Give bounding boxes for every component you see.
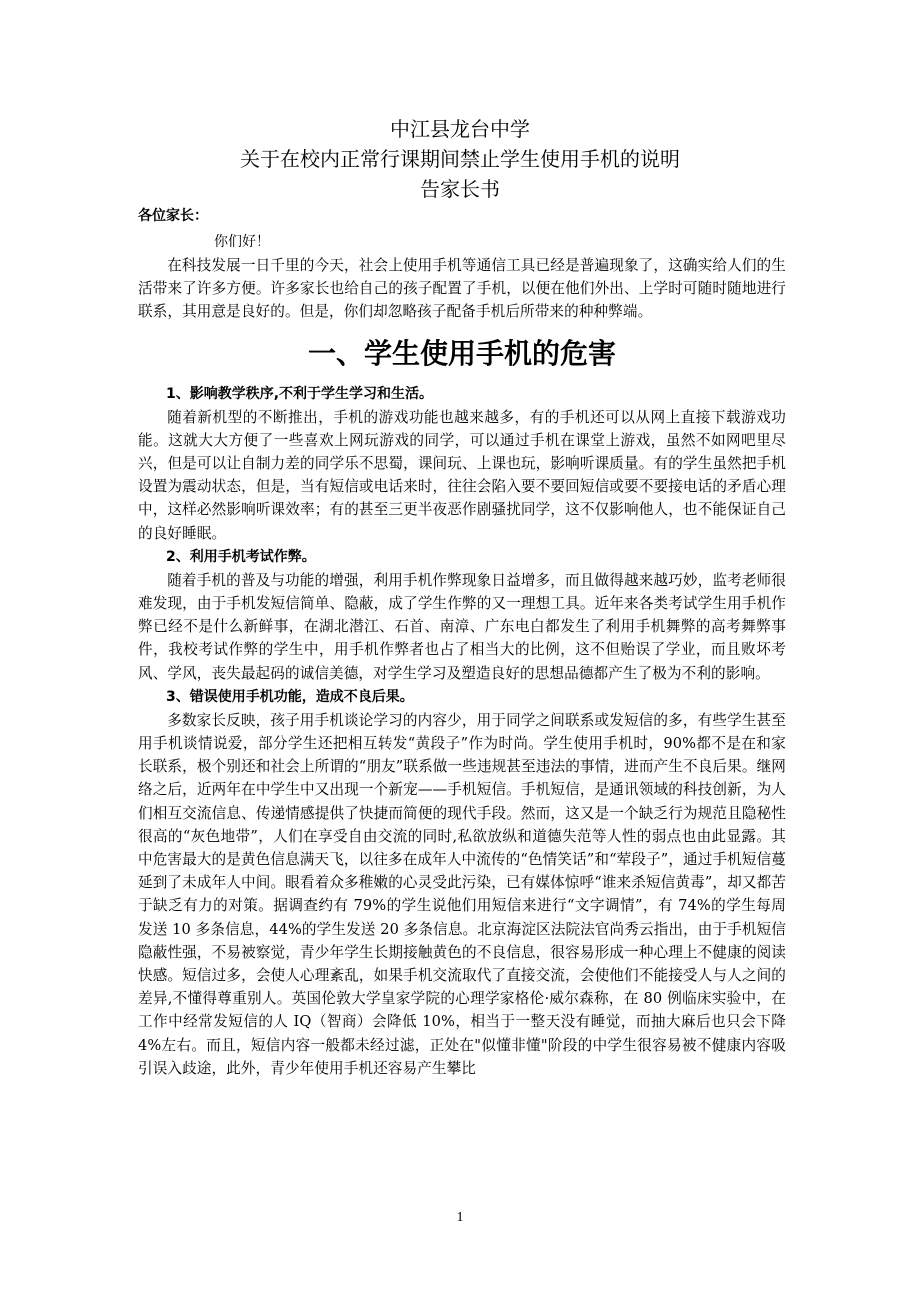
item-1-text: 随着新机型的不断推出，手机的游戏功能也越来越多，有的手机还可以从网上直接下载游戏功能。这就大大方便了一些喜欢上网玩游戏的同学，可以通过手机在课堂上游戏，虽然不如网吧里尽兴，但是可以让自制力差的同学乐不思蜀，课间玩、上课也玩，影响听课质量。有的学生虽然把手机设置为震动状态，但是，当有短信或电话来时，往往会陷入要不要回短信或要不要接电话的矛盾心理中，这样必然影响听课效率；有的甚至三更半夜恶作剧骚扰同学，这不仅影响他人，也不能保证自己的良好睡眠。 <box>138 408 786 542</box>
document-subject: 关于在校内正常行课期间禁止学生使用手机的说明 <box>240 147 680 171</box>
item-3-heading: 3、错误使用手机功能，造成不良后果。 <box>166 688 414 705</box>
intro-paragraph: 在科技发展一日千里的今天，社会上使用手机等通信工具已经是普遍现象了，这确实给人们的生活带来了许多方便。许多家长也给自己的孩子配置了手机，以便在他们外出、上学时可随时随地进行联系，其用意是良好的。但是，你们却忽略孩子配备手机后所带来的种种弊端。 <box>138 257 786 321</box>
item-3-text: 多数家长反映，孩子用手机谈论学习的内容少，用于同学之间联系或发短信的多，有些学生甚至用手机谈情说爱，部分学生还把相互转发“黄段子”作为时尚。学生使用手机时，90%都不是在和家长联系，极个别还和社会上所谓的“朋友”联系做一些违规甚至违法的事情，进而产生不良后果。继网络之后，近两年在中学生中又出现一个新宠——手机短信。手机短信，是通讯领域的科技创新，为人们相互交流信息、传递情感提供了快捷而简便的现代手段。然而，这又是一个缺乏行为规范且隐秘性很高的“灰色地带”，人们在享受自由交流的同时,私欲放纵和道德失范等人性的弱点也由此显露。其中危害最大的是黄色信息满天飞，以往多在成年人中流传的“色情笑话”和“荤段子”，通过手机短信蔓延到了未成年人中间。眼看着众多稚嫩的心灵受此污染，已有媒体惊呼“谁来杀短信黄毒”，却又都苦于缺乏有力的对策。据调查约有 79%的学生说他们用短信来进行“文字调情”，有 74%的学生每周发送 10 多条信息，44%的学生发送 20 多条信息。北京海淀区法院法官尚秀云指出，由于手机短信隐蔽性强，不易被察觉，青少年学生长期接触黄色的不良信息，很容易形成一种心理上不健康的阅读快感。短信过多，会使人心理紊乱，如果手机交流取代了直接交流，会使他们不能接受人与人之间的差异,不懂得尊重别人。英国伦敦大学皇家学院的心理学家格伦·威尔森称，在 80 例临床实验中，在工作中经常发短信的人 IQ（智商）会降低 10%，相当于一整天没有睡觉，而抽大麻后也只会下降 4%左右。而且，短信内容一般都未经过滤，正处在"似懂非懂"阶段的中学生很容易被不健康内容吸引误入歧途，此外，青少年使用手机还容易产生攀比 <box>138 711 786 1077</box>
greeting: 你们好！ <box>214 234 270 250</box>
school-name: 中江县龙台中学 <box>390 117 530 141</box>
item-2-text: 随着手机的普及与功能的增强，利用手机作弊现象日益增多，而且做得越来越巧妙，监考老师很难发现，由于手机发短信简单、隐蔽，成了学生作弊的又一理想工具。近年来各类考试学生用手机作弊已经不是什么新鲜事，在湖北潜江、石首、南漳、广东电白都发生了利用手机舞弊的高考舞弊事件，我校考试作弊的学生中，用手机作弊者也占了相当大的比例，这不但贻误了学业，而且败坏考风、学风，丧失最起码的诚信美德，对学生学习及塑造良好的思想品德都产生了极为不利的影响。 <box>138 571 786 682</box>
section-title: 一、学生使用手机的危害 <box>307 336 616 370</box>
document-type: 告家长书 <box>420 177 500 201</box>
salutation: 各位家长： <box>138 208 208 224</box>
document-body <box>138 204 786 1080</box>
title-block <box>0 114 920 204</box>
item-1-heading: 1、影响教学秩序,不利于学生学习和生活。 <box>166 385 434 402</box>
page-number: 1 <box>456 1210 464 1225</box>
item-2-heading: 2、利用手机考试作弊。 <box>166 548 316 565</box>
